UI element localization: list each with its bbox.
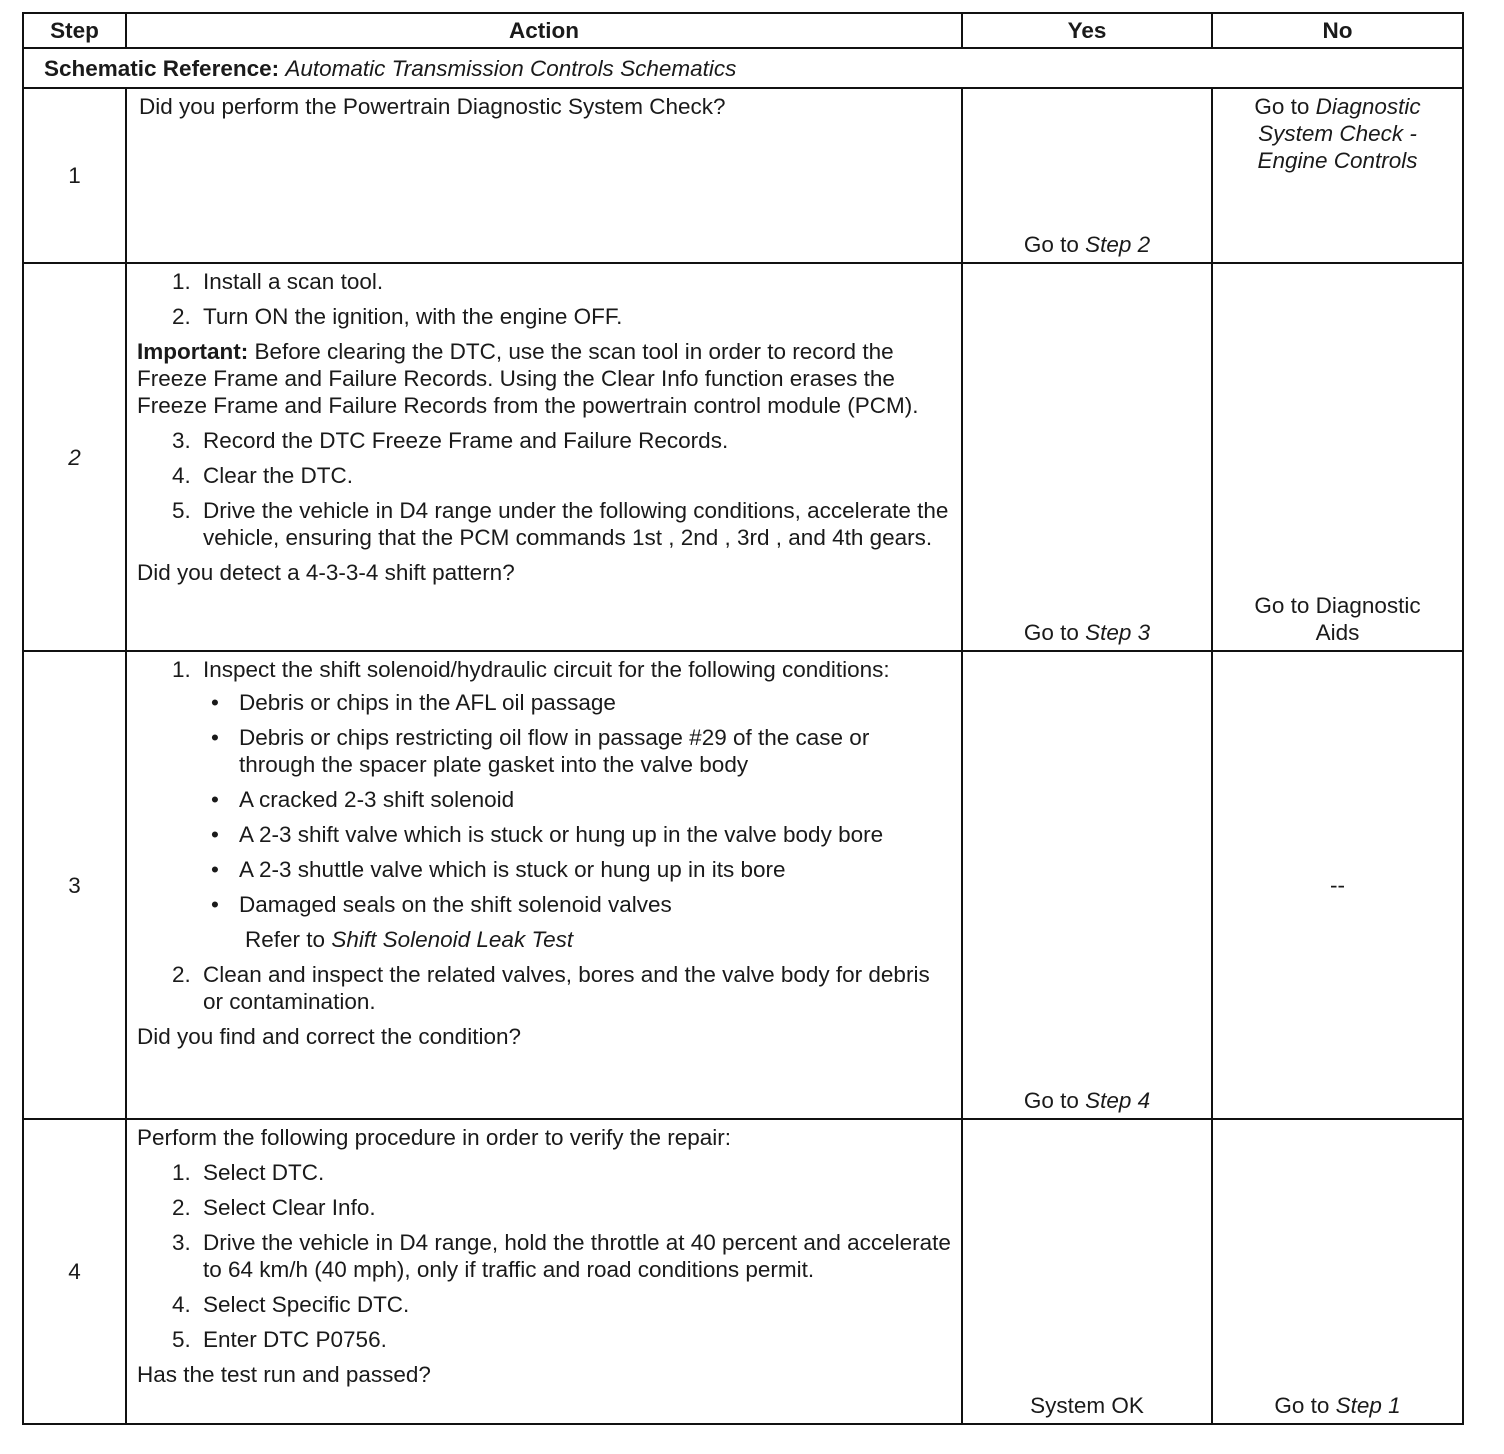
list-item: 3. Record the DTC Freeze Frame and Failure Records. bbox=[197, 427, 951, 454]
list-item: 4. Clear the DTC. bbox=[197, 462, 951, 489]
no-prefix: Go to bbox=[1274, 1393, 1330, 1418]
procedure-list bbox=[137, 268, 951, 330]
action-cell bbox=[126, 1119, 962, 1424]
action-cell bbox=[126, 88, 962, 263]
question: Did you detect a 4-3-3-4 shift pattern? bbox=[137, 560, 515, 585]
yes-prefix: Go to bbox=[1023, 620, 1079, 645]
list-item-text: Inspect the shift solenoid/hydraulic circuit for the following conditions: bbox=[203, 657, 890, 682]
yes-cell bbox=[962, 1119, 1212, 1424]
no-result bbox=[1213, 1392, 1462, 1419]
question: Did you find and correct the condition? bbox=[137, 1024, 521, 1049]
yes-target: Step 2 bbox=[1085, 232, 1151, 257]
question: Has the test run and passed? bbox=[137, 1362, 431, 1387]
procedure-list bbox=[137, 656, 951, 1015]
yes-cell bbox=[962, 651, 1212, 1119]
no-result bbox=[1213, 89, 1462, 174]
procedure-list bbox=[137, 427, 951, 551]
list-item: 5. Drive the vehicle in D4 range under the following conditions, accelerate the vehicle, ensuring that the PCM commands 1st , 2nd , 3rd , and 4th gears. bbox=[197, 497, 951, 551]
action-cell bbox=[126, 651, 962, 1119]
yes-target: Step 4 bbox=[1085, 1088, 1151, 1113]
no-target: Step 1 bbox=[1335, 1393, 1401, 1418]
list-item: 2. Select Clear Info. bbox=[197, 1194, 951, 1221]
condition-list bbox=[203, 689, 951, 918]
no-result: -- bbox=[1330, 872, 1345, 898]
bullet-item: • A 2-3 shuttle valve which is stuck or hung up in its bore bbox=[233, 856, 951, 883]
list-item: 2. Clean and inspect the related valves, bores and the valve body for debris or contamination. bbox=[197, 961, 951, 1015]
list-item bbox=[197, 656, 951, 953]
header-step: Step bbox=[23, 13, 126, 48]
important-label: Important: bbox=[137, 339, 249, 364]
schematic-reference bbox=[23, 48, 1463, 88]
list-item: 1. Select DTC. bbox=[197, 1159, 951, 1186]
yes-result bbox=[963, 1087, 1211, 1114]
no-result: Go to Diagnostic Aids bbox=[1254, 593, 1421, 645]
yes-result bbox=[963, 231, 1211, 258]
important-note bbox=[137, 338, 951, 419]
bullet-item: • Damaged seals on the shift solenoid valves bbox=[233, 891, 951, 918]
step-row-4 bbox=[23, 1119, 1463, 1424]
no-cell bbox=[1212, 88, 1463, 263]
step-row-2 bbox=[23, 263, 1463, 651]
step-number: 2 bbox=[23, 263, 126, 651]
yes-prefix: Go to bbox=[1023, 1088, 1079, 1113]
header-row bbox=[23, 13, 1463, 48]
no-cell bbox=[1212, 263, 1463, 651]
yes-cell bbox=[962, 88, 1212, 263]
action-cell bbox=[126, 263, 962, 651]
schematic-link: Automatic Transmission Controls Schematics bbox=[285, 55, 737, 81]
step-row-3 bbox=[23, 651, 1463, 1119]
bullet-item: • A 2-3 shift valve which is stuck or hung up in the valve body bore bbox=[233, 821, 951, 848]
bullet-item: • Debris or chips restricting oil flow in passage #29 of the case or through the spacer plate gasket into the valve body bbox=[233, 724, 951, 778]
schematic-label: Schematic Reference: bbox=[44, 55, 280, 81]
no-cell bbox=[1212, 1119, 1463, 1424]
header-yes: Yes bbox=[962, 13, 1212, 48]
yes-cell bbox=[962, 263, 1212, 651]
question: Did you perform the Powertrain Diagnostic System Check? bbox=[139, 94, 726, 119]
yes-target: Step 3 bbox=[1085, 620, 1151, 645]
bullet-item: • Debris or chips in the AFL oil passage bbox=[233, 689, 951, 716]
list-item: 5. Enter DTC P0756. bbox=[197, 1326, 951, 1353]
list-item: 4. Select Specific DTC. bbox=[197, 1291, 951, 1318]
refer-prefix: Refer to bbox=[245, 927, 326, 952]
refer-target: Shift Solenoid Leak Test bbox=[331, 927, 574, 952]
list-item: 1. Install a scan tool. bbox=[197, 268, 951, 295]
important-text: Before clearing the DTC, use the scan tool in order to record the Freeze Frame and Failure Records. Using the Clear Info function erases the Freeze Frame and Failure Records from the powertrain control module (PCM). bbox=[137, 339, 919, 418]
step-number: 4 bbox=[23, 1119, 126, 1424]
procedure-list bbox=[137, 1159, 951, 1353]
yes-result: System OK bbox=[1030, 1393, 1144, 1418]
yes-result bbox=[963, 619, 1211, 646]
yes-prefix: Go to bbox=[1023, 232, 1079, 257]
no-cell bbox=[1212, 651, 1463, 1119]
no-target: Diagnostic System Check - Engine Controls bbox=[1257, 94, 1421, 173]
diagnostic-table bbox=[22, 12, 1464, 1425]
no-prefix: Go to bbox=[1254, 94, 1310, 119]
list-item: 2. Turn ON the ignition, with the engine OFF. bbox=[197, 303, 951, 330]
step-number: 3 bbox=[23, 651, 126, 1119]
header-action: Action bbox=[126, 13, 962, 48]
intro-text: Perform the following procedure in order to verify the repair: bbox=[137, 1125, 732, 1150]
step-row-1 bbox=[23, 88, 1463, 263]
refer-note bbox=[209, 926, 951, 953]
bullet-item: • A cracked 2-3 shift solenoid bbox=[233, 786, 951, 813]
step-number: 1 bbox=[23, 88, 126, 263]
header-no: No bbox=[1212, 13, 1463, 48]
schematic-row bbox=[23, 48, 1463, 88]
list-item: 3. Drive the vehicle in D4 range, hold the throttle at 40 percent and accelerate to 64 km/h (40 mph), only if traffic and road conditions permit. bbox=[197, 1229, 951, 1283]
